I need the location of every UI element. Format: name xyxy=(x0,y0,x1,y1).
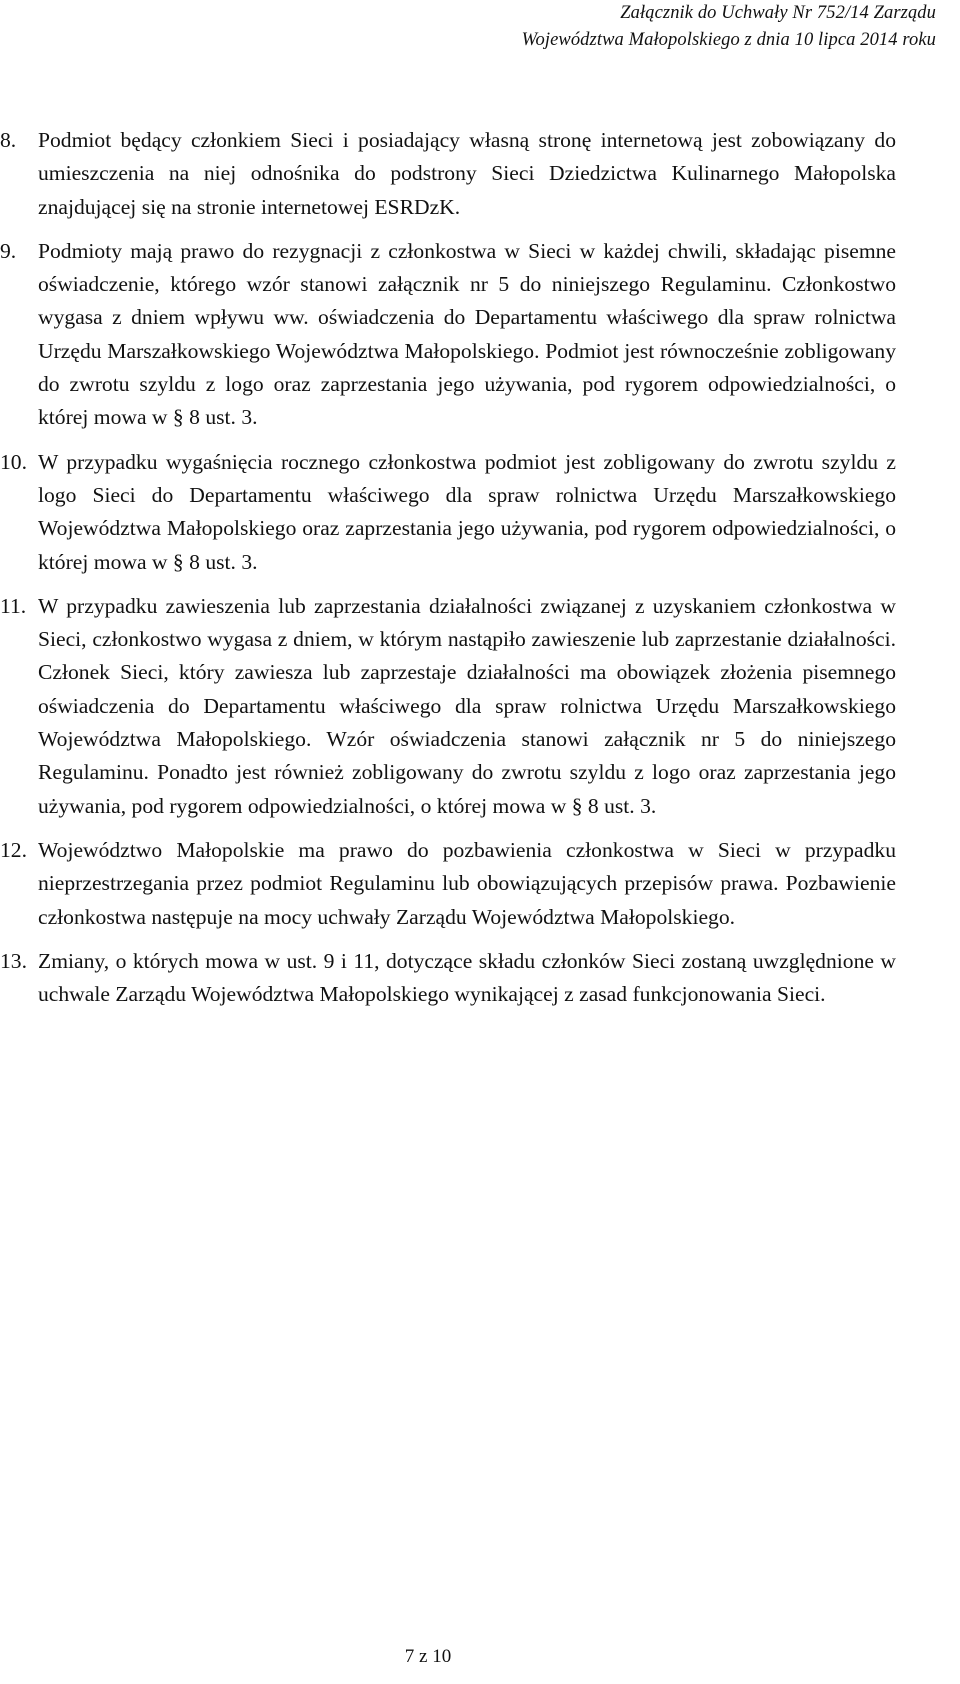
paragraph-text: Województwo Małopolskie ma prawo do pozbawienia członkostwa w Sieci w przypadku nieprzestrzegania przez podmiot Regulaminu lub obowiązujących przepisów prawa. Pozbawienie członkostwa następuje na mocy uchwały Zarządu Województwa Małopolskiego. xyxy=(38,837,896,929)
paragraph-number: 12. xyxy=(0,837,27,862)
paragraph-number: 13. xyxy=(0,948,27,973)
page-number: 7 z 10 xyxy=(404,1646,452,1667)
document-header xyxy=(522,0,936,54)
paragraph-text: Podmiot będący członkiem Sieci i posiadający własną stronę internetową jest zobowiązany do umieszczenia na niej odnośnika do podstrony Sieci Dziedzictwa Kulinarnego Małopolska znajdującej się na stronie internetowej ESRDzK. xyxy=(38,128,896,219)
paragraph-number: 9. xyxy=(0,238,17,263)
paragraph-number: 8. xyxy=(0,128,17,152)
paragraph-12 xyxy=(0,834,896,934)
header-line-1: Załącznik do Uchwały Nr 752/14 Zarządu xyxy=(620,3,936,23)
paragraph-text: Zmiany, o których mowa w ust. 9 i 11, dotyczące składu członków Sieci zostaną uwzględnione w uchwale Zarządu Województwa Małopolskiego wynikającej z zasad funkcjonowania Sieci. xyxy=(38,948,896,1007)
paragraph-13 xyxy=(0,945,896,1012)
paragraph-text: W przypadku wygaśnięcia rocznego członkostwa podmiot jest zobligowany do zwrotu szyldu z logo Sieci do Departamentu właściwego dla spraw rolnictwa Urzędu Marszałkowskiego Województwa Małopolskiego oraz zaprzestania jego używania, pod rygorem odpowiedzialności, o której mowa w § 8 ust. 3. xyxy=(38,449,896,574)
document-body xyxy=(0,124,960,1022)
paragraph-text: W przypadku zawieszenia lub zaprzestania działalności związanej z uzyskaniem członkostwa w Sieci, członkostwo wygasa z dniem, w którym nastąpiło zawieszenie lub zaprzestanie działalności. Członek Sieci, który zawiesza lub zaprzestaje działalności ma obowiązek złożenia pisemnego oświadczenia do Departamentu właściwego dla spraw rolnictwa Urzędu Marszałkowskiego Województwa Małopolskiego. Wzór oświadczenia stanowi załącznik nr 5 do niniejszego Regulaminu. Ponadto jest również zobligowany do zwrotu szyldu z logo oraz zaprzestania jego używania, pod rygorem odpowiedzialności, o której mowa w § 8 ust. 3. xyxy=(38,593,896,818)
paragraph-number: 11. xyxy=(0,593,27,618)
paragraph-text: Podmioty mają prawo do rezygnacji z członkostwa w Sieci w każdej chwili, składając pisemne oświadczenie, którego wzór stanowi załącznik nr 5 do niniejszego Regulaminu. Członkostwo wygasa z dniem wpływu ww. oświadczenia do Departamentu właściwego dla spraw rolnictwa Urzędu Marszałkowskiego Województwa Małopolskiego. Podmiot jest równocześnie zobligowany do zwrotu szyldu z logo oraz zaprzestania jego używania, pod rygorem odpowiedzialności, o której mowa w § 8 ust. 3. xyxy=(38,238,896,430)
paragraph-11 xyxy=(0,590,896,823)
paragraph-8 xyxy=(0,124,896,224)
paragraph-9 xyxy=(0,235,896,435)
paragraph-10 xyxy=(0,446,896,579)
header-line-2: Województwa Małopolskiego z dnia 10 lipca 2014 roku xyxy=(521,30,936,50)
paragraph-number: 10. xyxy=(0,449,27,474)
